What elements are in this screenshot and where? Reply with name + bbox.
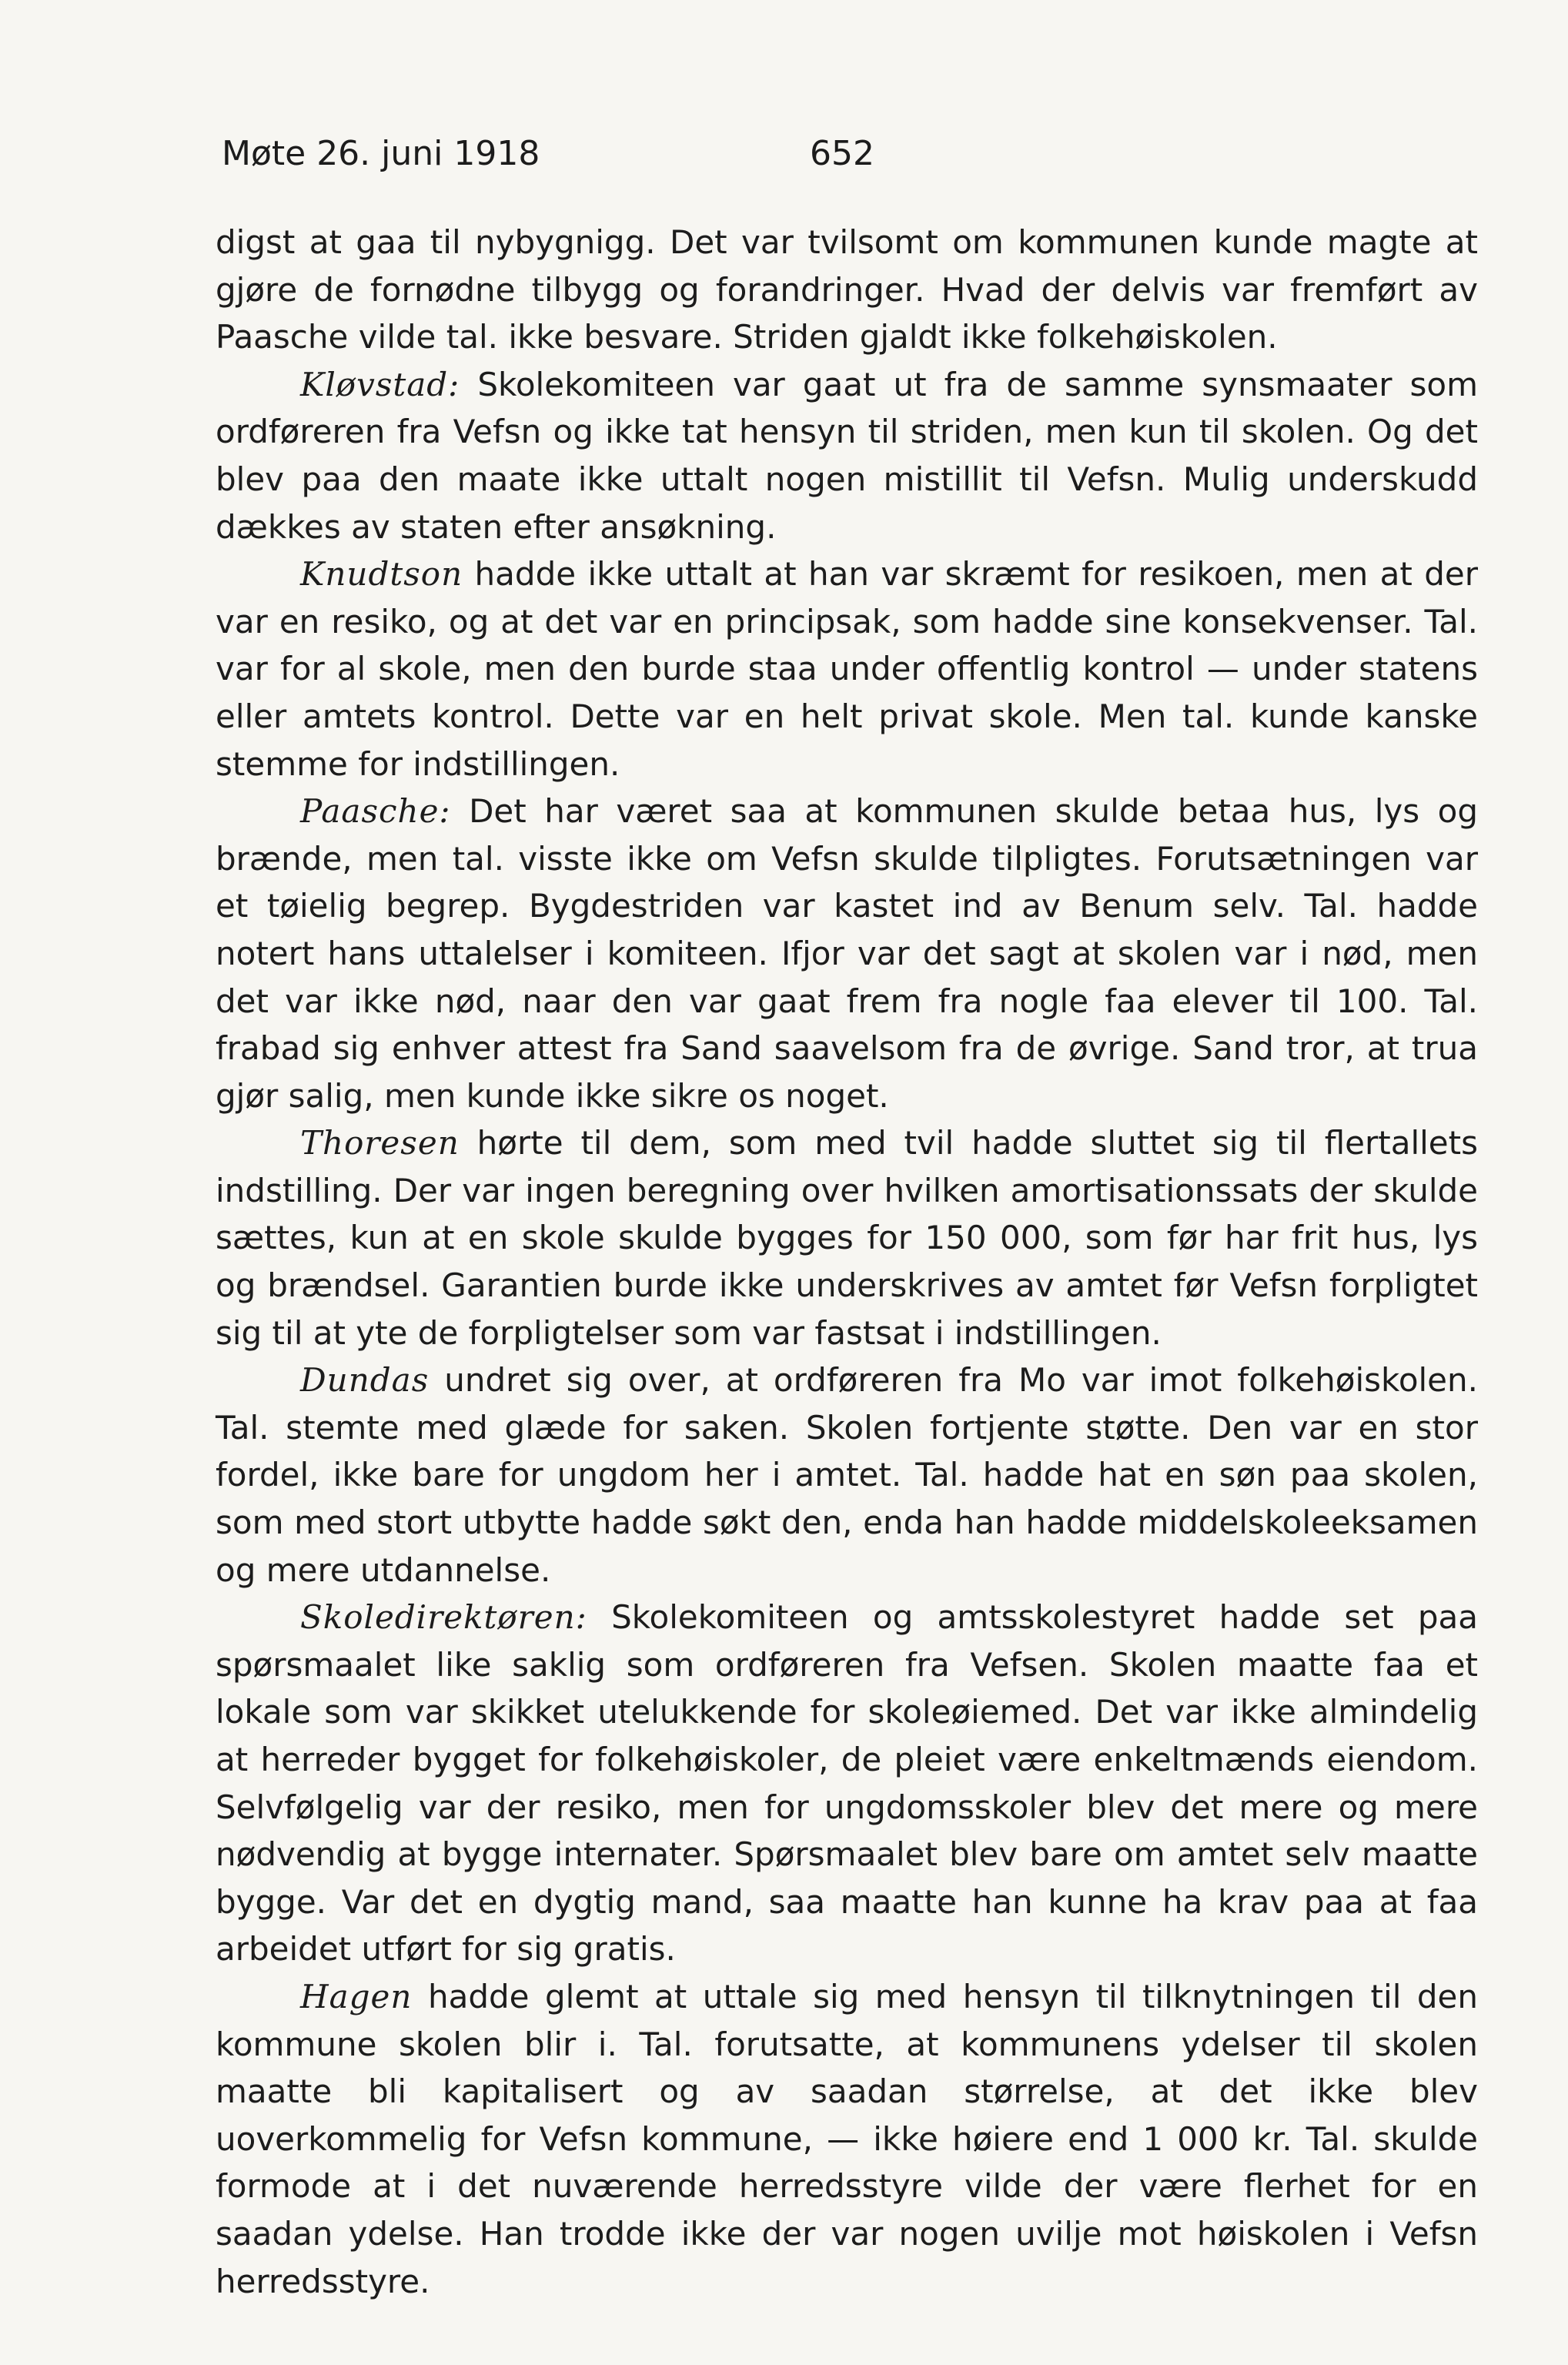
page-header xyxy=(216,131,1478,185)
speaker-name: Knudtson xyxy=(300,555,463,594)
speaker-name: Paasche: xyxy=(300,792,451,831)
paragraph-text: Det har været saa at kommunen skulde betaa hus, lys og brænde, men tal. visste ikke om Vefsn skulde tilpligtes. Forutsætningen var et tøielig begrep. Bygdestriden var kastet ind av Benum selv. Tal. hadde notert hans uttalelser i komiteen. Ifjor var det sagt at skolen var i nød, men det var ikke nød, naar den var gaat frem fra nogle faa elever til 100. Tal. frabad sig enhver attest fra Sand saavelsom fra de øvrige. Sand tror, at trua gjør salig, men kunde ikke sikre os noget. xyxy=(216,792,1478,1115)
paragraph xyxy=(216,1973,1478,2305)
speaker-name: Hagen xyxy=(300,1977,413,2015)
paragraph-text: hørte til dem, som med tvil hadde sluttet sig til flertallets indstilling. Der var ingen beregning over hvilken amortisationssats der skulde sættes, kun at en skole skulde bygges for 150 000, som før har frit hus, lys og brændsel. Garantien burde ikke underskrives av amtet før Vefsn forpligtet sig til at yte de forpligtelser som var fastsat i indstillingen. xyxy=(216,1124,1478,1352)
minutes-text xyxy=(216,219,1478,2305)
paragraph xyxy=(216,219,1478,361)
paragraph xyxy=(216,1356,1478,1594)
speaker-name: Skoledirektøren: xyxy=(300,1598,587,1637)
paragraph xyxy=(216,788,1478,1119)
page-number: 652 xyxy=(810,134,874,173)
meeting-date-header: Møte 26. juni 1918 xyxy=(222,134,540,173)
document-page xyxy=(216,131,1478,2305)
paragraph xyxy=(216,361,1478,550)
speaker-name: Kløvstad: xyxy=(300,365,460,403)
paragraph-text: hadde ikke uttalt at han var skræmt for resikoen, men at der var en resiko, og at det var en principsak, som hadde sine konsekvenser. Tal. var for al skole, men den burde staa under offentlig kontrol — under statens eller amtets kontrol. Dette var en helt privat skole. Men tal. kunde kanske stemme for indstillingen. xyxy=(216,555,1478,783)
paragraph-text: Skolekomiteen var gaat ut fra de samme synsmaater som ordføreren fra Vefsn og ikke tat hensyn til striden, men kun til skolen. Og det blev paa den maate ikke uttalt nogen mistillit til Vefsn. Mulig underskudd dækkes av staten efter ansøkning. xyxy=(216,365,1478,546)
speaker-name: Dundas xyxy=(300,1361,430,1400)
paragraph xyxy=(216,1594,1478,1973)
paragraph-text: hadde glemt at uttale sig med hensyn til tilknytningen til den kommune skolen blir i. Tal. forutsatte, at kommunens ydelser til skolen maatte bli kapitalisert og av saadan størrelse, at det ikke blev uoverkommelig for Vefsn kommune, — ikke høiere end 1 000 kr. Tal. skulde formode at i det nuværende herredsstyre vilde der være flerhet for en saadan ydelse. Han trodde ikke der var nogen uvilje mot høiskolen i Vefsn herredsstyre. xyxy=(216,1977,1478,2300)
paragraph xyxy=(216,1119,1478,1356)
paragraph-text: Skolekomiteen og amtsskolestyret hadde set paa spørsmaalet like saklig som ordføreren fra Vefsen. Skolen maatte faa et lokale som var skikket utelukkende for skoleøiemed. Det var ikke almindelig at herreder bygget for folkehøiskoler, de pleiet være enkeltmænds eiendom. Selvfølgelig var der resiko, men for ungdomsskoler blev det mere og mere nødvendig at bygge internater. Spørsmaalet blev bare om amtet selv maatte bygge. Var det en dygtig mand, saa maatte han kunne ha krav paa at faa arbeidet utført for sig gratis. xyxy=(216,1598,1478,1969)
paragraph xyxy=(216,550,1478,788)
speaker-name: Thoresen xyxy=(300,1124,460,1162)
paragraph-text: undret sig over, at ordføreren fra Mo var imot folkehøiskolen. Tal. stemte med glæde for saken. Skolen fortjente støtte. Den var en stor fordel, ikke bare for ungdom her i amtet. Tal. hadde hat en søn paa skolen, som med stort utbytte hadde søkt den, enda han hadde middelskoleeksamen og mere utdannelse. xyxy=(216,1361,1478,1589)
paragraph-text: digst at gaa til nybygnigg. Det var tvilsomt om kommunen kunde magte at gjøre de fornødne tilbygg og forandringer. Hvad der delvis var fremført av Paasche vilde tal. ikke besvare. Striden gjaldt ikke folkehøiskolen. xyxy=(216,223,1478,356)
